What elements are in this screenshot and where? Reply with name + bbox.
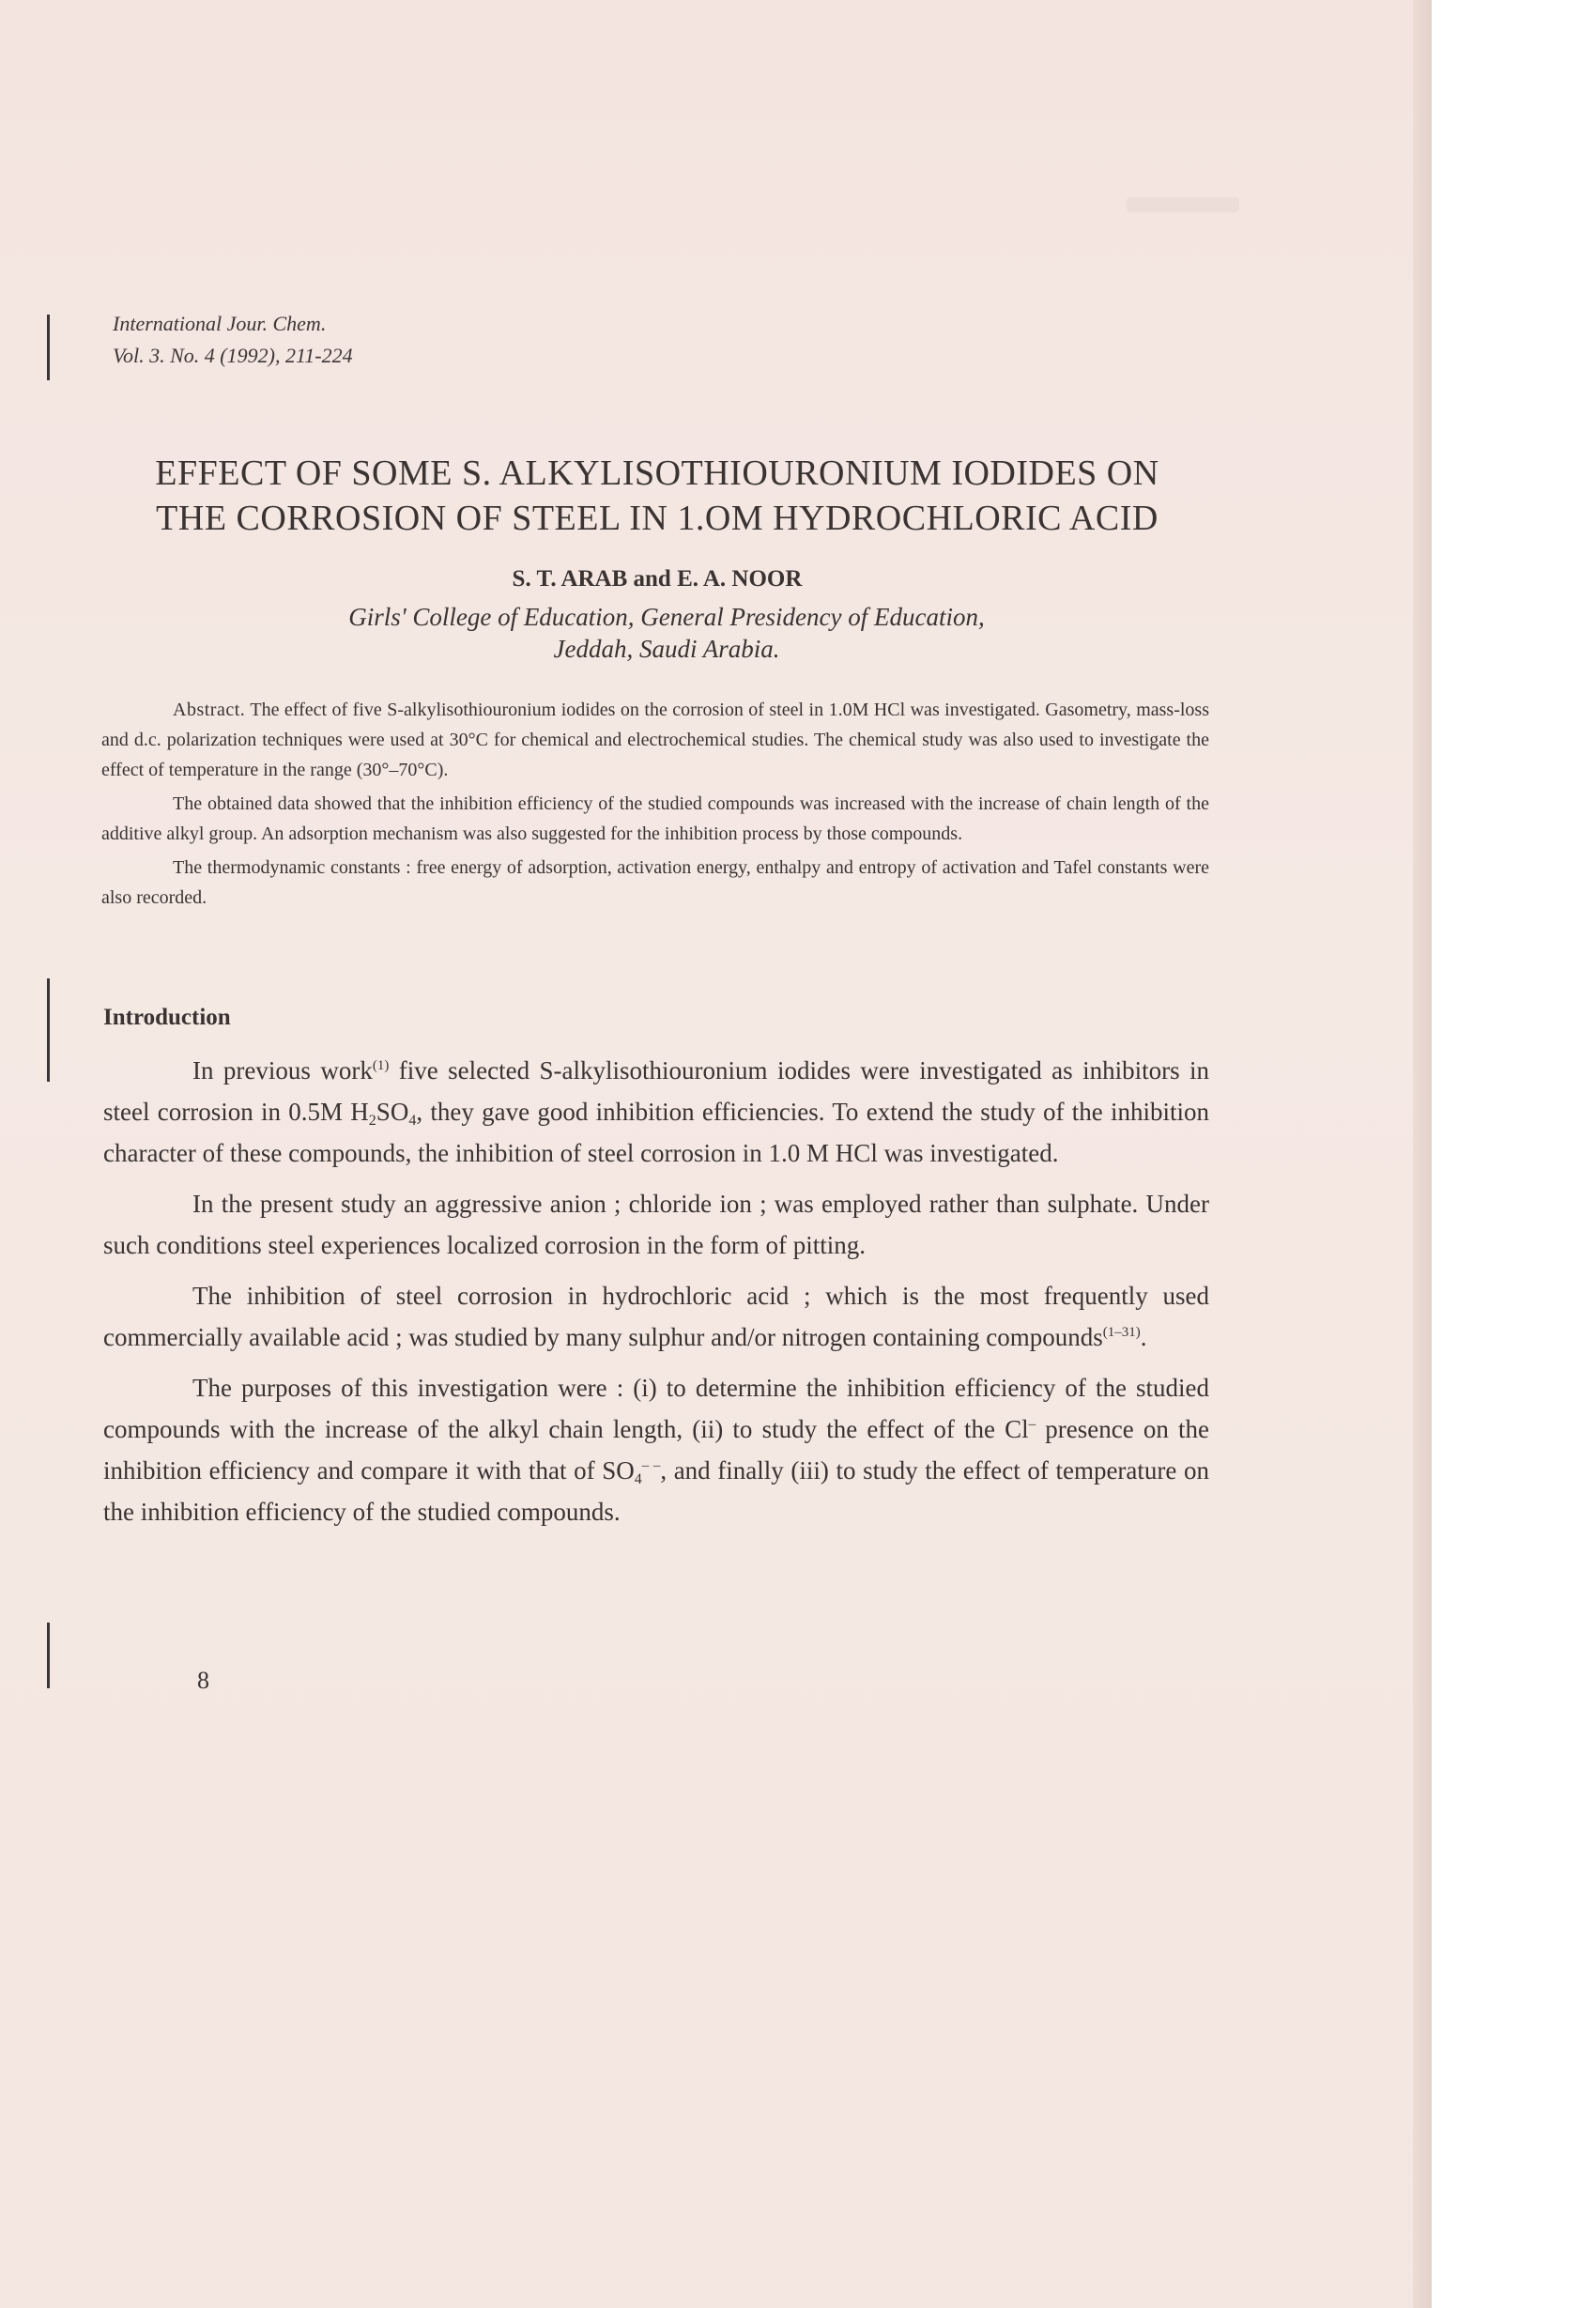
- affiliation-line-1: Girls' College of Education, General Presidency of Education,: [348, 603, 985, 631]
- abstract-paragraph: The obtained data showed that the inhibition efficiency of the studied compounds was increased with the increase of chain length of the additive alkyl group. An adsorption mechanism was also suggested for the inhibition process by those compounds.: [101, 793, 1209, 844]
- abstract-text: The effect of five S-alkylisothiouronium iodides on the corrosion of steel in 1.0M HCl was investigated. Gasometry, mass-loss and d.c. polarization techniques were used at 30°C for chemical and electrochemical studies. The chemical study was also used to investigate the effect of temperature in the range (30°–70°C).: [101, 700, 1209, 780]
- page-number: 8: [197, 1667, 209, 1694]
- citation: (1): [372, 1058, 390, 1073]
- title-line-2: THE CORROSION OF STEEL IN 1.OM HYDROCHLORIC ACID: [156, 499, 1159, 538]
- journal-volume: Vol. 3. No. 4 (1992), 211-224: [113, 344, 353, 367]
- body-paragraph: [103, 1367, 1209, 1532]
- abstract-paragraph: The thermodynamic constants : free energy of adsorption, activation energy, enthalpy and entropy of activation and Tafel constants were also recorded.: [101, 857, 1209, 908]
- superscript: –: [1028, 1417, 1036, 1432]
- subscript: 2: [368, 1113, 376, 1129]
- text-run: five selected S-alkylisothiouronium iodides were investigated as inhibitors in steel corrosion in 0.5M H: [103, 1056, 1209, 1126]
- abstract: [101, 695, 1209, 916]
- paper-title: [94, 451, 1220, 541]
- bleed-through-mark: [1127, 197, 1239, 212]
- binding-stitch: [47, 315, 50, 380]
- binding-stitch: [47, 1623, 50, 1688]
- text-run: SO: [376, 1098, 409, 1126]
- text-run: presence on the inhibition efficiency and compare it with that of SO: [103, 1415, 1209, 1485]
- text-run: , they gave good inhibition efficiencies. To extend the study of the inhibition character of these compounds, the inhibition of steel corrosion in 1.0 M HCl was investigated.: [103, 1098, 1209, 1167]
- text-run: The inhibition of steel corrosion in hydrochloric acid ; which is the most frequently used commercially available acid ; was studied by many sulphur and/or nitrogen containing compounds: [103, 1282, 1209, 1351]
- citation: (1–31): [1102, 1325, 1141, 1340]
- text-run: .: [1140, 1323, 1147, 1351]
- abstract-paragraph: [101, 695, 1209, 785]
- subscript: 4: [408, 1113, 417, 1129]
- binding-stitch: [47, 978, 50, 1082]
- text-run: In previous work: [192, 1056, 373, 1085]
- body-paragraph: In the present study an aggressive anion ; chloride ion ; was employed rather than sulphate. Under such conditions steel experiences localized corrosion in the form of pitting.: [103, 1190, 1209, 1259]
- journal-name: International Jour. Chem.: [113, 312, 327, 335]
- affiliation-line-2: Jeddah, Saudi Arabia.: [553, 635, 780, 663]
- journal-reference: [113, 308, 353, 372]
- introduction-body: [103, 1050, 1209, 1542]
- superscript: – –: [641, 1458, 661, 1473]
- section-heading: Introduction: [103, 1005, 231, 1030]
- affiliation: [94, 601, 1239, 665]
- paper-edge: [1413, 0, 1432, 2308]
- title-line-1: EFFECT OF SOME S. ALKYLISOTHIOURONIUM IODIDES ON: [155, 454, 1159, 493]
- authors: S. T. ARAB and E. A. NOOR: [512, 566, 803, 592]
- text-run: The purposes of this investigation were : (i) to determine the inhibition efficiency of the studied compounds with the increase of the alkyl chain length, (ii) to study the effect of the Cl: [103, 1374, 1209, 1443]
- body-paragraph: [103, 1275, 1209, 1358]
- text-run: , and finally (iii) to study the effect of temperature on the inhibition efficiency of the studied compounds.: [103, 1456, 1209, 1526]
- subscript: 4: [634, 1471, 642, 1487]
- abstract-label: Abstract.: [173, 700, 246, 720]
- body-paragraph: [103, 1050, 1209, 1174]
